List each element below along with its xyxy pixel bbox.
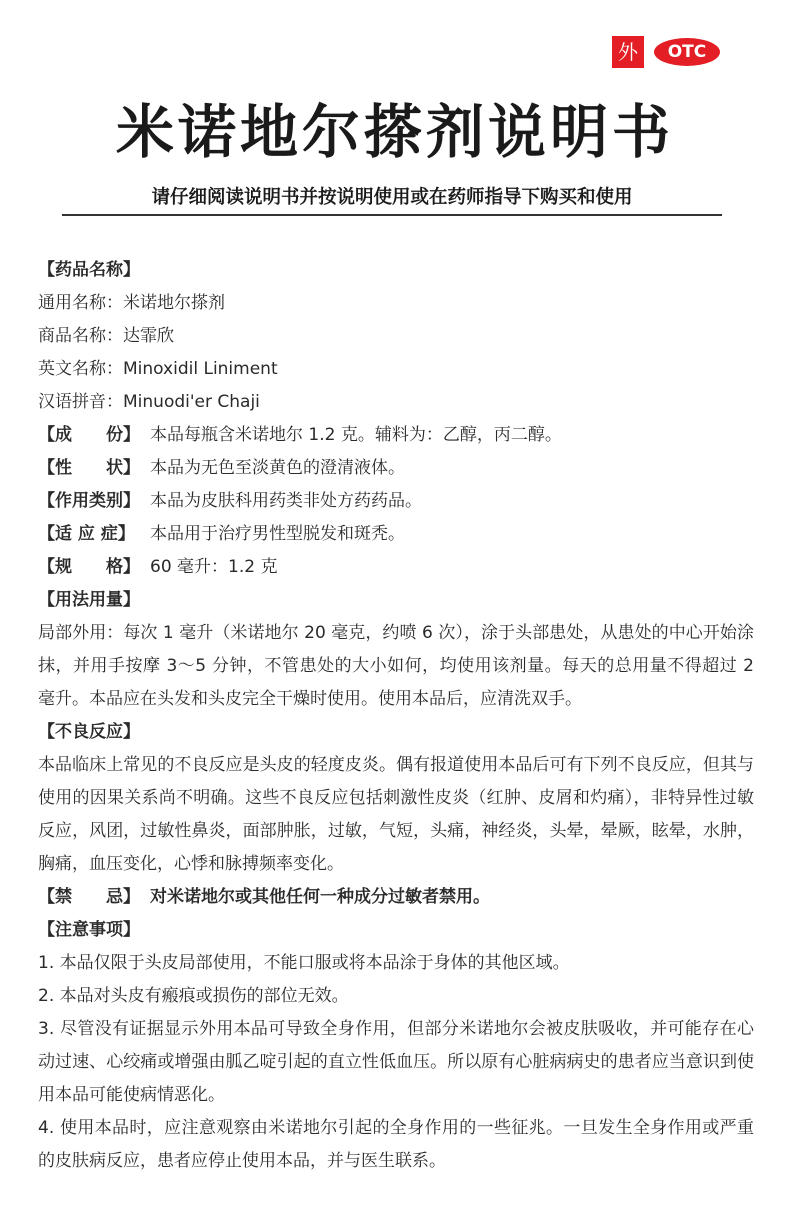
leaflet-body xyxy=(38,254,754,1178)
badge-group xyxy=(612,36,720,68)
composition-text: 本品每瓶含米诺地尔 1.2 克。辅料为：乙醇，丙二醇。 xyxy=(150,425,562,445)
usage-warning: 请仔细阅读说明书并按说明使用或在药师指导下购买和使用 xyxy=(151,187,633,208)
appearance-label: 【性 状】 xyxy=(38,458,140,478)
composition-row xyxy=(38,419,754,452)
appearance-text: 本品为无色至淡黄色的澄清液体。 xyxy=(150,458,405,478)
category-text: 本品为皮肤科用药类非处方药药品。 xyxy=(150,491,422,511)
precaution-item-2: 2. 本品对头皮有瘢痕或损伤的部位无效。 xyxy=(38,986,349,1006)
english-name: 英文名称：Minoxidil Liniment xyxy=(38,359,278,379)
precaution-item-1: 1. 本品仅限于头皮局部使用，不能口服或将本品涂于身体的其他区域。 xyxy=(38,953,570,973)
title-divider xyxy=(62,214,722,216)
dosage-heading: 【用法用量】 xyxy=(38,590,140,610)
generic-name: 通用名称：米诺地尔搽剂 xyxy=(38,293,225,313)
adverse-text: 本品临床上常见的不良反应是头皮的轻度皮炎。偶有报道使用本品后可有下列不良反应，但其与使用的因果关系尚不明确。这些不良反应包括刺激性皮炎（红肿、皮屑和灼痛），非特异性过敏反应，风团，过敏性鼻炎，面部肿胀，过敏，气短，头痛，神经炎，头晕，晕厥，眩晕，水肿，胸痛，血压变化，心悸和脉搏频率变化。 xyxy=(38,755,754,874)
specification-label: 【规 格】 xyxy=(38,557,140,577)
drug-name-heading: 【药品名称】 xyxy=(38,260,140,280)
precaution-item-4: 4. 使用本品时，应注意观察由米诺地尔引起的全身作用的一些征兆。一旦发生全身作用或严重的皮肤病反应，患者应停止使用本品，并与医生联系。 xyxy=(38,1118,754,1171)
trade-name: 商品名称：达霏欣 xyxy=(38,326,174,346)
contraindications-row xyxy=(38,881,754,914)
pinyin-name: 汉语拼音：Minuodi'er Chaji xyxy=(38,392,260,412)
specification-row xyxy=(38,551,754,584)
otc-badge: OTC xyxy=(654,38,720,66)
indications-label: 【适 应 症】 xyxy=(38,524,135,544)
category-label: 【作用类别】 xyxy=(38,491,140,511)
dosage-text: 局部外用：每次 1 毫升（米诺地尔 20 毫克，约喷 6 次），涂于头部患处，从患处的中心开始涂抹，并用手按摩 3～5 分钟，不管患处的大小如何，均使用该剂量。每天的总用量不得超过 2 毫升。本品应在头发和头皮完全干燥时使用。使用本品后，应清洗双手。 xyxy=(38,623,754,709)
adverse-heading: 【不良反应】 xyxy=(38,722,140,742)
category-row xyxy=(38,485,754,518)
precautions-heading: 【注意事项】 xyxy=(38,920,140,940)
external-use-badge: 外 xyxy=(612,36,644,68)
contraindications-label: 【禁 忌】 xyxy=(38,887,140,907)
appearance-row xyxy=(38,452,754,485)
indications-row xyxy=(38,518,754,551)
specification-text: 60 毫升：1.2 克 xyxy=(150,557,278,577)
document-title: 米诺地尔搽剂说明书 xyxy=(115,98,674,166)
composition-label: 【成 份】 xyxy=(38,425,140,445)
precaution-item-3: 3. 尽管没有证据显示外用本品可导致全身作用，但部分米诺地尔会被皮肤吸收，并可能存在心动过速、心绞痛或增强由胍乙啶引起的直立性低血压。所以原有心脏病病史的患者应当意识到使用本品可能使病情恶化。 xyxy=(38,1019,754,1105)
contraindications-text: 对米诺地尔或其他任何一种成分过敏者禁用。 xyxy=(150,887,490,907)
indications-text: 本品用于治疗男性型脱发和斑秃。 xyxy=(150,524,405,544)
